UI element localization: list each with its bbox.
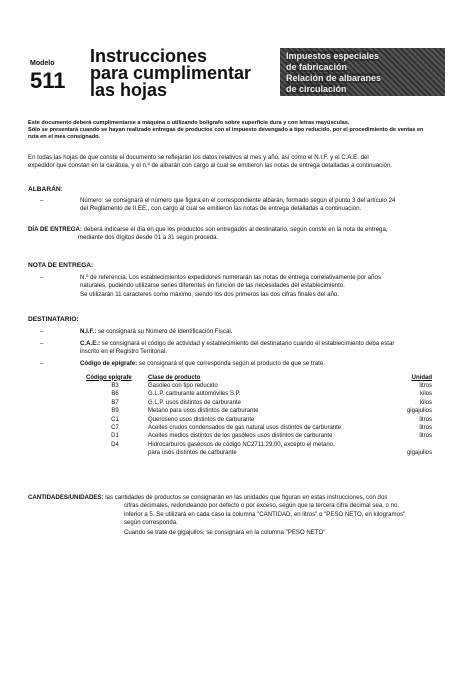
cae-line-2: inscrito en el Registro Territorial. bbox=[80, 348, 167, 356]
row-code: C1 bbox=[111, 416, 119, 423]
albaran-dash: – bbox=[40, 197, 44, 204]
dia-line-2: mediante dos dígitos desde 01 a 31 según proceda. bbox=[78, 234, 219, 242]
nota-dash: – bbox=[40, 274, 44, 281]
nota-heading: NOTA DE ENTREGA: bbox=[28, 262, 94, 269]
destinatario-heading: DESTINATARIO: bbox=[28, 316, 79, 323]
row-product: para usos distintos de carburante bbox=[148, 450, 237, 457]
intro-notice bbox=[28, 120, 448, 141]
row-unit: gigajulios bbox=[406, 408, 432, 415]
codigo-label: Código de epígrafe: bbox=[80, 360, 138, 367]
products-table bbox=[84, 373, 434, 458]
cantidades-line-2: cifras decimales, redondeando por defecto o por exceso, según que la tercera cifra decimal sea, o no, bbox=[124, 502, 400, 510]
row-unit: gigajulios bbox=[406, 450, 432, 457]
row-code: B9 bbox=[111, 408, 119, 415]
cae-paragraph bbox=[80, 340, 450, 357]
row-unit: litros bbox=[419, 416, 432, 423]
table-row bbox=[84, 399, 434, 407]
cae-label: C.A.E.: bbox=[80, 340, 100, 347]
row-code: D4 bbox=[111, 441, 119, 448]
nif-label: N.I.F.: bbox=[80, 328, 97, 335]
row-unit: litros bbox=[419, 433, 432, 440]
page-title bbox=[90, 48, 251, 99]
codigo-dash: – bbox=[40, 360, 44, 367]
tax-box-line-1: Impuestos especiales bbox=[286, 51, 380, 61]
row-code: B7 bbox=[111, 399, 119, 406]
row-unit: litros bbox=[419, 383, 432, 389]
intro-line-3: ruta en el mes consignado. bbox=[28, 134, 101, 140]
row-product: G.L.P. carburante automóviles S.P. bbox=[148, 391, 241, 398]
nota-line-3: Se utilizarán 11 caracteres como máximo, siendo los dos primeros las dos cifras finales del año. bbox=[80, 290, 339, 298]
cae-dash: – bbox=[40, 340, 44, 347]
modelo-label: Modelo bbox=[30, 60, 55, 67]
nif-text: se consignará su Número de Identificación Fiscal. bbox=[96, 328, 233, 335]
dia-paragraph bbox=[28, 226, 450, 243]
row-product: Metano para usos distintos de carburante bbox=[148, 408, 259, 415]
tax-box-line-3: Relación de albaranes bbox=[286, 73, 382, 83]
col-header-code: Código epígrafe bbox=[86, 374, 132, 381]
col-header-product: Clase de producto bbox=[148, 374, 201, 381]
cae-line-1: se consignará el código de actividad y establecimiento del destinatario cuando el establecimiento deba estar bbox=[99, 340, 395, 347]
table-row bbox=[84, 382, 434, 390]
nota-text bbox=[80, 274, 450, 299]
row-product: Hidrocarburos gaseosos de código NC2711.29.00, excepto el metano, bbox=[148, 441, 335, 448]
albaran-line-2: del Reglamento de II.EE., con cargo al cual se emitieron las notas de entrega detalladas a continuación. bbox=[80, 205, 362, 213]
title-line-1: Instrucciones bbox=[90, 46, 208, 66]
row-product: Queroseno usos distintos de carburante bbox=[148, 416, 255, 423]
row-product: Aceites medios distintos de los gasóleos usos distintos de carburante bbox=[148, 433, 333, 440]
row-code bbox=[84, 449, 146, 457]
row-unit: kilos bbox=[419, 391, 432, 398]
cantidades-paragraph bbox=[28, 494, 450, 537]
row-unit: kilos bbox=[419, 399, 432, 406]
nota-line-1: N.º de referencia. Los establecimientos expedidores numerarán las notas de entrega correlativamente por años bbox=[80, 274, 381, 281]
title-line-3: las hojas bbox=[90, 80, 168, 100]
albaran-line-1: Número: se consignará el número que figura en el correspondiente albarán, formado según el punto 3 del artículo 24 bbox=[80, 197, 396, 204]
row-code: B6 bbox=[111, 391, 119, 398]
albaran-text bbox=[80, 197, 450, 214]
table-row bbox=[84, 416, 434, 424]
tax-box bbox=[280, 48, 445, 96]
row-product: G.L.P. usos distintos de carburante bbox=[148, 399, 241, 406]
row-unit bbox=[386, 441, 434, 449]
row-unit: litros bbox=[419, 425, 432, 432]
nif-dash: – bbox=[40, 328, 44, 335]
nif-line bbox=[80, 328, 450, 336]
table-row bbox=[84, 449, 434, 457]
general-line-1: En todas las hojas de que conste el documento se reflejarán los datos relativos al mes y año, así como el N.I.F. y el C.A.E. del bbox=[28, 154, 369, 161]
general-paragraph bbox=[28, 154, 448, 170]
albaran-heading: ALBARÁN: bbox=[28, 186, 63, 193]
intro-line-1: Este documento deberá cumplimentarse a máquina o utilizando bolígrafo sobre superficie dura y con letras mayúsculas. bbox=[28, 120, 350, 126]
dia-line-1: deberá indicarse el día en que los productos son entregados al destinatario, según conste en la nota de entrega, bbox=[81, 226, 388, 233]
row-product: Gasóleo con tipo reducido bbox=[148, 383, 218, 389]
cantidades-line-5: Cuando se trate de gigajulios, se consignará en la columna "PESO NETO". bbox=[124, 529, 328, 537]
cantidades-heading: CANTIDADES/UNIDADES: bbox=[28, 494, 104, 501]
col-header-unit: Unidad bbox=[411, 374, 432, 381]
table-row bbox=[84, 441, 434, 449]
row-code: D1 bbox=[111, 433, 119, 440]
intro-line-2: Sólo se presentará cuando se hayan realizado entregas de productos con el impuesto devengado a tipo reducido, por el procedimiento de ventas en bbox=[28, 127, 424, 133]
products-grid bbox=[84, 373, 434, 458]
tax-box-line-2: de fabricación bbox=[286, 62, 348, 72]
title-line-2: para cumplimentar bbox=[90, 63, 252, 83]
modelo-number: 511 bbox=[30, 68, 66, 93]
table-row bbox=[84, 390, 434, 398]
row-code: C7 bbox=[111, 425, 119, 432]
dia-heading: DÍA DE ENTREGA: bbox=[28, 226, 82, 233]
cantidades-line-3: inferior a 5. Se utilizará en cada caso la columna "CANTIDAD, en litros" o "PESO NETO, en kilogramos" bbox=[124, 510, 406, 518]
general-line-2: expedidor que constan en la carátula, y el n.º de albarán con cargo al cual se emitieron las notas de entrega detalladas a continuación. bbox=[28, 162, 393, 169]
codigo-line bbox=[80, 360, 450, 368]
cantidades-line-4: según corresponda. bbox=[124, 518, 178, 526]
table-row bbox=[84, 432, 434, 440]
row-code: B3 bbox=[111, 383, 119, 389]
nota-line-2: naturales, pudiendo utilizarse series diferentes en función de las necesidades del establecimiento. bbox=[80, 282, 345, 290]
codigo-text: se consignará el que corresponda según el producto de que se trate. bbox=[137, 360, 325, 367]
table-row bbox=[84, 424, 434, 432]
cantidades-line-1: las cantidades de productos se consignarán en las unidades que figuran en estas instrucciones, con dos bbox=[103, 494, 388, 501]
row-product: Aceites crudos condensados de gas natural usos distintos de carburante bbox=[148, 425, 342, 432]
tax-box-line-4: de circulación bbox=[286, 84, 347, 94]
table-row bbox=[84, 407, 434, 415]
